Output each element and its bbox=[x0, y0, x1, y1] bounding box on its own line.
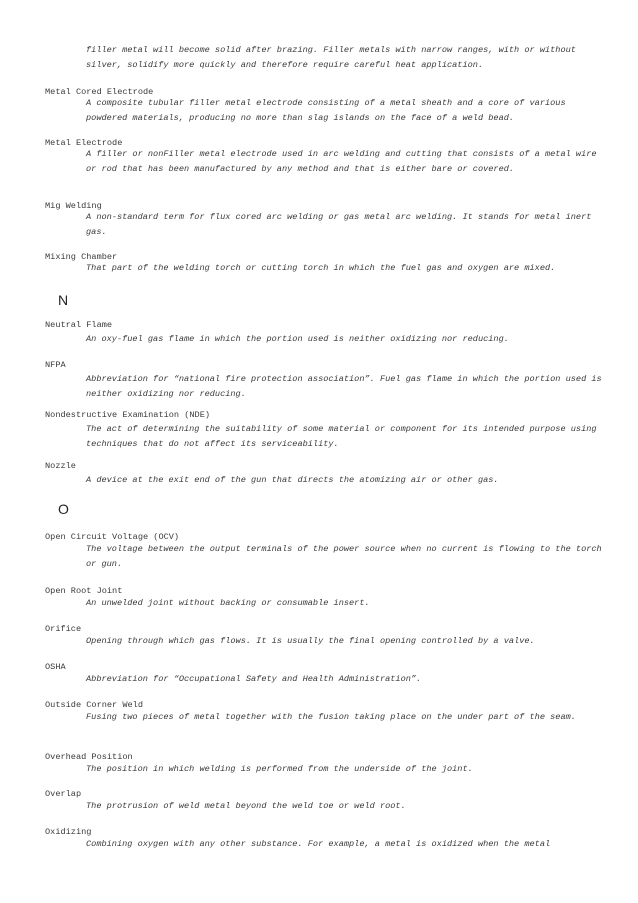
entry-definition: A non-standard term for flux cored arc welding or gas metal arc welding. It stands for metal inert gas. bbox=[86, 212, 592, 237]
entry-definition: A device at the exit end of the gun that directs the atomizing air or other gas. bbox=[86, 475, 499, 485]
entry-term: Metal Cored Electrode bbox=[45, 87, 154, 97]
entry-definition: An oxy-fuel gas flame in which the portion used is neither oxidizing nor reducing. bbox=[86, 334, 509, 344]
entry-definition: Opening through which gas flows. It is usually the final opening controlled by a valve. bbox=[86, 636, 535, 646]
entry-definition: Abbreviation for “Occupational Safety and Health Administration”. bbox=[86, 674, 422, 684]
entry-definition: That part of the welding torch or cutting torch in which the fuel gas and oxygen are mixed. bbox=[86, 263, 556, 273]
entry-definition: filler metal will become solid after brazing. Filler metals with narrow ranges, with or without silver, solidify more quickly and therefore require careful heat application. bbox=[86, 45, 576, 70]
entry-term: Mig Welding bbox=[45, 201, 102, 211]
entry-term: Outside Corner Weld bbox=[45, 700, 143, 710]
entry-term: Orifice bbox=[45, 624, 82, 634]
entry-definition: The voltage between the output terminals of the power source when no current is flowing to the torch or gun. bbox=[86, 544, 602, 569]
entry-term: Metal Electrode bbox=[45, 138, 123, 148]
entry-definition: Abbreviation for “national fire protection association”. Fuel gas flame in which the portion used is neither oxidizing nor reducing. bbox=[86, 374, 602, 399]
entry-term: Open Root Joint bbox=[45, 586, 123, 596]
entry-term: NFPA bbox=[45, 360, 66, 370]
section-letter-n: N bbox=[58, 292, 69, 308]
entry-term: Oxidizing bbox=[45, 827, 92, 837]
entry-definition: A composite tubular filler metal electrode consisting of a metal sheath and a core of various powdered materials, producing no more than slag islands on the face of a weld bead. bbox=[86, 98, 566, 123]
entry-definition: The protrusion of weld metal beyond the weld toe or weld root. bbox=[86, 801, 406, 811]
entry-term: Nondestructive Examination (NDE) bbox=[45, 410, 211, 420]
entry-definition: Combining oxygen with any other substance. For example, a metal is oxidized when the metal bbox=[86, 839, 551, 849]
entry-term: Nozzle bbox=[45, 461, 76, 471]
entry-term: Overlap bbox=[45, 789, 82, 799]
section-letter-o: O bbox=[58, 501, 69, 517]
entry-definition: A filler or nonFiller metal electrode used in arc welding and cutting that consists of a metal wire or rod that has been manufactured by any method and that is either bare or covered. bbox=[86, 149, 597, 174]
entry-term: Neutral Flame bbox=[45, 320, 113, 330]
entry-term: Overhead Position bbox=[45, 752, 133, 762]
entry-definition: The act of determining the suitability of some material or component for its intended purpose using techniques that do not affect its serviceability. bbox=[86, 424, 597, 449]
entry-definition: The position in which welding is performed from the underside of the joint. bbox=[86, 764, 473, 774]
entry-definition: Fusing two pieces of metal together with the fusion taking place on the under part of the seam. bbox=[86, 712, 576, 722]
entry-term: Mixing Chamber bbox=[45, 252, 118, 262]
entry-term: OSHA bbox=[45, 662, 66, 672]
entry-term: Open Circuit Voltage (OCV) bbox=[45, 532, 180, 542]
entry-definition: An unwelded joint without backing or consumable insert. bbox=[86, 598, 370, 608]
